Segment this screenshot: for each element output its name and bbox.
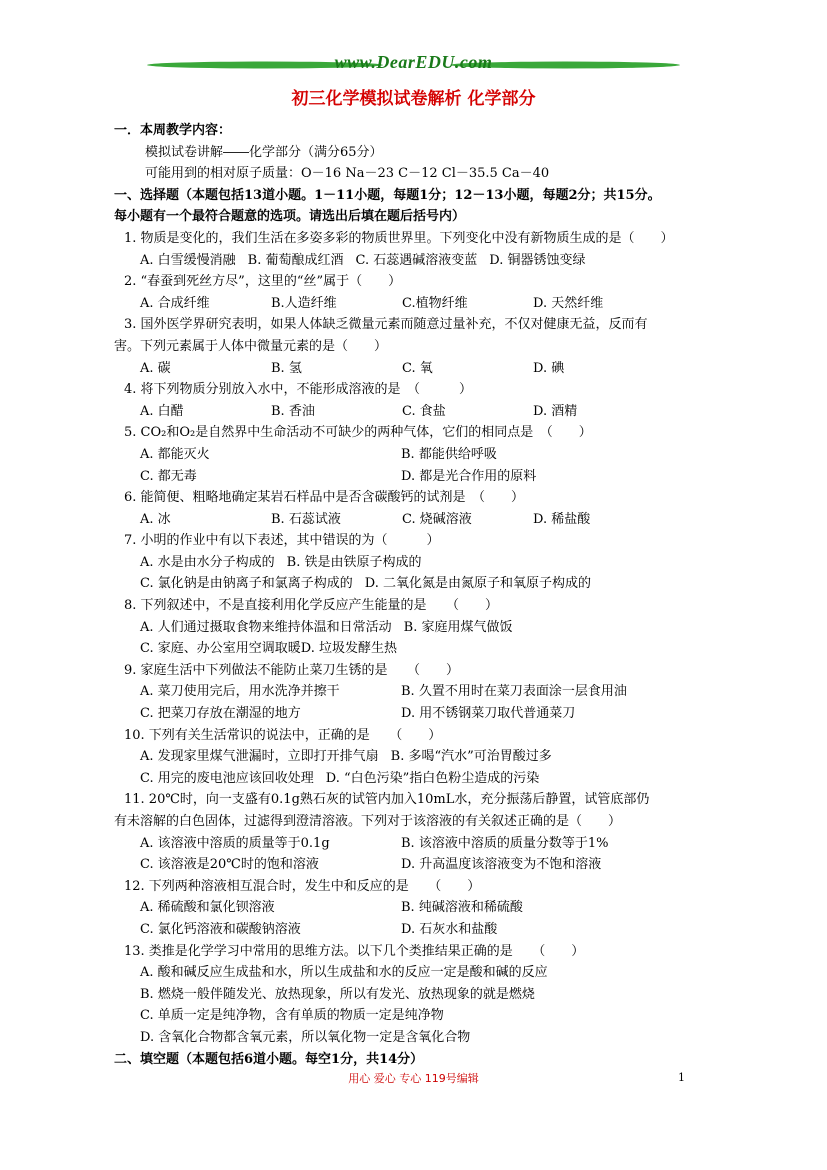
question-stem: 7. 小明的作业中有以下表述，其中错误的为（ ） — [124, 533, 440, 549]
question-stem: 2. “春蚕到死丝方尽”，这里的“丝”属于（ ） — [124, 274, 402, 290]
question-stem: 1. 物质是变化的，我们生活在多姿多彩的物质世界里。下列变化中没有新物质生成的是（ ） — [124, 230, 674, 246]
option-row — [114, 984, 714, 1006]
site-logo: www.DearEDU.com — [334, 52, 493, 72]
answer-option: B. 铁是由铁原子构成的 — [286, 554, 422, 570]
answer-option: C. 氯化钠是由钠离子和氯离子构成的 — [140, 576, 353, 592]
page-number: 1 — [678, 1071, 685, 1084]
answer-option: A. 该溶液中溶质的质量等于0.1g — [140, 835, 330, 851]
option-row — [114, 681, 714, 703]
answer-option: B. 家庭用煤气做饭 — [403, 619, 513, 635]
answer-option: B. 多喝“汽水”可治胃酸过多 — [390, 749, 552, 765]
answer-option: B.人造纤维 — [271, 295, 337, 311]
option-row — [114, 833, 714, 855]
question-stem: 11. 20℃时，向一支盛有0.1g熟石灰的试管内加入10mL水，充分振荡后静置，试管底部仍 — [124, 792, 650, 808]
option-row — [114, 509, 714, 531]
option-row — [114, 746, 714, 768]
answer-option: B. 氢 — [271, 360, 302, 376]
option-row — [114, 703, 714, 725]
answer-option: D. 石灰水和盐酸 — [401, 921, 498, 937]
option-row — [114, 962, 714, 984]
answer-option: A. 冰 — [140, 511, 171, 527]
answer-option: D. 都是光合作用的原料 — [401, 468, 537, 484]
answer-option: C. 石蕊遇碱溶液变蓝 — [355, 252, 478, 268]
answer-option: A. 白醋 — [140, 403, 184, 419]
answer-option: C. 烧碱溶液 — [402, 511, 472, 527]
option-row — [114, 768, 714, 790]
option-row — [114, 919, 714, 941]
answer-option: D. 稀盐酸 — [533, 511, 591, 527]
answer-option: D. 铜器锈蚀变绿 — [489, 252, 586, 268]
answer-option: D. 天然纤维 — [533, 295, 604, 311]
option-row — [114, 401, 714, 423]
answer-option: A. 白雪缓慢消融 — [140, 252, 236, 268]
answer-option: A. 人们通过摄取食物来维持体温和日常活动 — [140, 619, 392, 635]
exam-content — [114, 120, 714, 1070]
answer-option: D. 碘 — [533, 360, 565, 376]
answer-option: A. 碳 — [140, 360, 171, 376]
question-stem: 5. CO₂和O₂是自然界中生命活动不可缺少的两种气体，它们的相同点是 （ ） — [124, 425, 592, 441]
question-stem: 4. 将下列物质分别放入水中，不能形成溶液的是 （ ） — [124, 382, 473, 398]
page-title: 初三化学模拟试卷解析 化学部分 — [291, 89, 536, 109]
question-stem: 12. 下列两种溶液相互混合时，发生中和反应的是 （ ） — [124, 878, 481, 894]
answer-option: C. 氧 — [402, 360, 433, 376]
answer-option: A. 酸和碱反应生成盐和水，所以生成盐和水的反应一定是酸和碱的反应 — [140, 965, 548, 981]
answer-option: C. 单质一定是纯净物，含有单质的物质一定是纯净物 — [140, 1008, 444, 1024]
answer-option: B. 纯碱溶液和稀硫酸 — [401, 900, 523, 916]
answer-option: B. 久置不用时在菜刀表面涂一层食用油 — [401, 684, 627, 700]
answer-option: C. 家庭、办公室用空调取暖D. 垃圾发酵生热 — [140, 641, 397, 657]
answer-option: C.植物纤维 — [402, 295, 468, 311]
answer-option: D. 含氧化合物都含氧元素，所以氧化物一定是含氧化合物 — [140, 1029, 471, 1045]
option-row — [114, 250, 714, 272]
atomic-mass-note: 可能用到的相对原子质量：O－16 Na－23 C－12 Cl－35.5 Ca－40 — [145, 166, 550, 182]
option-row — [114, 897, 714, 919]
answer-option: B. 燃烧一般伴随发光、放热现象，所以有发光、放热现象的就是燃烧 — [140, 986, 535, 1002]
question-stem: 8. 下列叙述中，不是直接利用化学反应产生能量的是 （ ） — [124, 598, 499, 614]
question-stem: 3. 国外医学界研究表明，如果人体缺乏微量元素而随意过量补充，不仅对健康无益，反而有 — [124, 317, 648, 333]
question-stem: 6. 能简便、粗略地确定某岩石样品中是否含碳酸钙的试剂是 （ ） — [124, 490, 525, 506]
answer-option: A. 都能灭火 — [140, 446, 210, 462]
section-heading: 一、选择题（本题包括13道小题。1－11小题，每题1分；12－13小题，每题2分；共15分。 — [114, 187, 661, 203]
option-row — [114, 617, 714, 639]
answer-option: B. 香油 — [271, 403, 315, 419]
answer-option: D. 用不锈钢菜刀取代普通菜刀 — [401, 706, 576, 722]
exam-note: 模拟试卷讲解――化学部分（满分65分） — [145, 144, 383, 160]
answer-option: D. “白色污染”指白色粉尘造成的污染 — [325, 770, 540, 786]
answer-option: A. 水是由水分子构成的 — [140, 554, 275, 570]
option-row — [114, 552, 714, 574]
option-row — [114, 466, 714, 488]
answer-option: C. 都无毒 — [140, 468, 197, 484]
option-row — [114, 358, 714, 380]
question-stem: 10. 下列有关生活常识的说法中，正确的是 （ ） — [124, 727, 442, 743]
answer-option: A. 菜刀使用完后，用水洗净并擦干 — [140, 684, 340, 700]
section-heading: 二、填空题（本题包括6道小题。每空1分，共14分） — [114, 1051, 424, 1067]
footer-text: 用心 爱心 专心 119号编辑 — [348, 1072, 479, 1085]
answer-option: D. 升高温度该溶液变为不饱和溶液 — [401, 857, 602, 873]
question-stem-continued: 害。下列元素属于人体中微量元素的是（ ） — [114, 338, 388, 354]
option-row — [114, 1027, 714, 1049]
option-row — [114, 638, 714, 660]
option-row — [114, 293, 714, 315]
option-row — [114, 854, 714, 876]
answer-option: B. 该溶液中溶质的质量分数等于1% — [401, 835, 609, 851]
answer-option: C. 食盐 — [402, 403, 446, 419]
section-heading: 每小题有一个最符合题意的选项。请选出后填在题后括号内） — [114, 209, 466, 225]
option-row — [114, 573, 714, 595]
answer-option: B. 石蕊试液 — [271, 511, 341, 527]
option-row — [114, 1005, 714, 1027]
answer-option: C. 把菜刀存放在潮湿的地方 — [140, 706, 301, 722]
section-heading: 一．本周教学内容： — [114, 123, 232, 138]
answer-option: C. 该溶液是20℃时的饱和溶液 — [140, 857, 319, 873]
question-stem: 9. 家庭生活中下列做法不能防止菜刀生锈的是 （ ） — [124, 662, 460, 678]
answer-option: D. 二氧化氮是由氮原子和氧原子构成的 — [364, 576, 591, 592]
question-stem: 13. 类推是化学学习中常用的思维方法。以下几个类推结果正确的是 （ ） — [124, 943, 585, 959]
question-stem-continued: 有未溶解的白色固体，过滤得到澄清溶液。下列对于该溶液的有关叙述正确的是（ ） — [114, 814, 622, 829]
answer-option: A. 合成纤维 — [140, 295, 210, 311]
answer-option: D. 酒精 — [533, 403, 578, 419]
answer-option: A. 稀硫酸和氯化钡溶液 — [140, 900, 275, 916]
answer-option: B. 都能供给呼吸 — [401, 446, 497, 462]
answer-option: A. 发现家里煤气泄漏时，立即打开排气扇 — [140, 749, 379, 765]
answer-option: C. 氯化钙溶液和碳酸钠溶液 — [140, 921, 301, 937]
option-row — [114, 444, 714, 466]
answer-option: C. 用完的废电池应该回收处理 — [140, 770, 314, 786]
answer-option: B. 葡萄酿成红酒 — [247, 252, 344, 268]
